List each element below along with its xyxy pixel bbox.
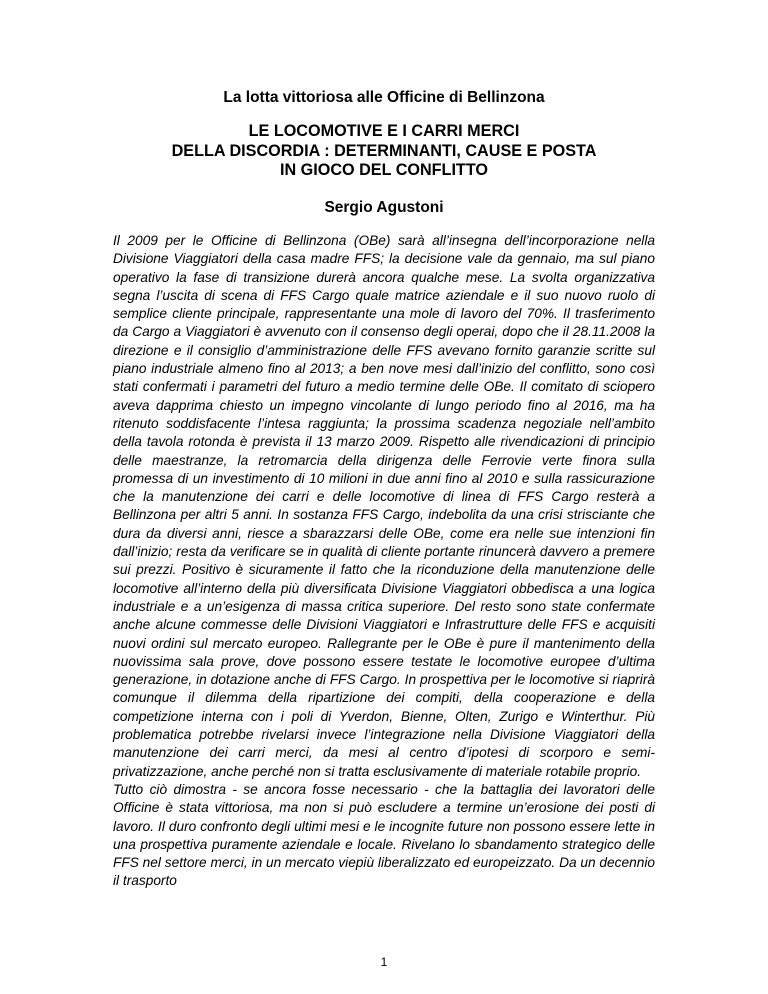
paragraph: Tutto ciò dimostra - se ancora fosse necessario - che la battaglia dei lavoratori delle Officine è stata vittoriosa, ma non si può escludere a termine un’erosione dei posti di lavoro. Il duro confronto degli ultimi mesi e le incognite future non possono essere lette in una prospettiva puramente aziendale e locale. Rivelano lo sbandamento strategico delle FFS nel settore merci, in un mercato viepiù liberalizzato ed europeizzato. Da un decennio il trasporto (113, 781, 655, 889)
subtitle-line: IN GIOCO DEL CONFLITTO (279, 161, 489, 179)
document-title: La lotta vittoriosa alle Officine di Bellinzona (223, 89, 545, 106)
body-text (113, 232, 655, 891)
page-number: 1 (380, 955, 388, 969)
subtitle-line: LE LOCOMOTIVE E I CARRI MERCI (248, 122, 520, 140)
author-name: Sergio Agustoni (324, 199, 444, 216)
subtitle-line: DELLA DISCORDIA : DETERMINANTI, CAUSE E POSTA (171, 141, 597, 160)
document-subtitle (0, 122, 768, 181)
paragraph: Il 2009 per le Officine di Bellinzona (OBe) sarà all’insegna dell’incorporazione nella Divisione Viaggiatori della casa madre FFS; la decisione vale da gennaio, ma sul piano operativo la fase di transizione durerà ancora qualche mese. La svolta organizzativa segna l’uscita di scena di FFS Cargo quale matrice aziendale e il suo nuovo ruolo di semplice cliente principale, rappresentante una mole di lavoro del 70%. Il trasferimento da Cargo a Viaggiatori è avvenuto con il consenso degli operai, dopo che il 28.11.2008 la direzione e il consiglio d’amministrazione delle FFS avevano fornito garanzie scritte sul piano industriale almeno fino al 2013; a ben nove mesi dall’inizio del conflitto, sono così stati confermati i parametri del futuro a medio termine delle OBe. Il comitato di sciopero aveva dapprima chiesto un impegno vincolante di lungo periodo fino al 2016, ma ha ritenuto soddisfacente l’intesa raggiunta; la prossima scadenza negoziale nell’ambito della tavola rotonda è prevista il 13 marzo 2009. Rispetto alle rivendicazioni di principio delle maestranze, la retromarcia della dirigenza delle Ferrovie verte finora sulla promessa di un investimento di 10 milioni in due anni fino al 2010 e sulla rassicurazione che la manutenzione dei carri e delle locomotive di linea di FFS Cargo resterà a Bellinzona per altri 5 anni. In sostanza FFS Cargo, indebolita da una crisi strisciante che dura da diversi anni, riesce a sbarazzarsi delle OBe, come era nelle sue intenzioni fin dall’inizio; resta da verificare se in qualità di cliente portante rinuncerà davvero a premere sui prezzi. Positivo è sicuramente il fatto che la riconduzione della manutenzione delle locomotive all’interno della più diversificata Divisione Viaggiatori obbedisca a una logica industriale e a un’esigenza di massa critica superiore. Del resto sono state confermate anche alcune commesse delle Divisioni Viaggiatori e Infrastrutture delle FFS e acquisiti nuovi ordini sul mercato europeo. Rallegrante per le OBe è pure il mantenimento della nuovissima sala prove, dove possono essere testate le locomotive europee d’ultima generazione, in dotazione anche di FFS Cargo. In prospettiva per le locomotive si riaprirà comunque il dilemma della ripartizione dei compiti, della cooperazione e della competizione interna con i poli di Yverdon, Bienne, Olten, Zurigo e Winterthur. Più problematica potrebbe rivelarsi invece l’integrazione nella Divisione Viaggiatori della manutenzione dei carri merci, da mesi al centro d’ipotesi di scorporo e semi-privatizzazione, anche perché non si tratta esclusivamente di materiale rotabile proprio. (113, 233, 655, 779)
